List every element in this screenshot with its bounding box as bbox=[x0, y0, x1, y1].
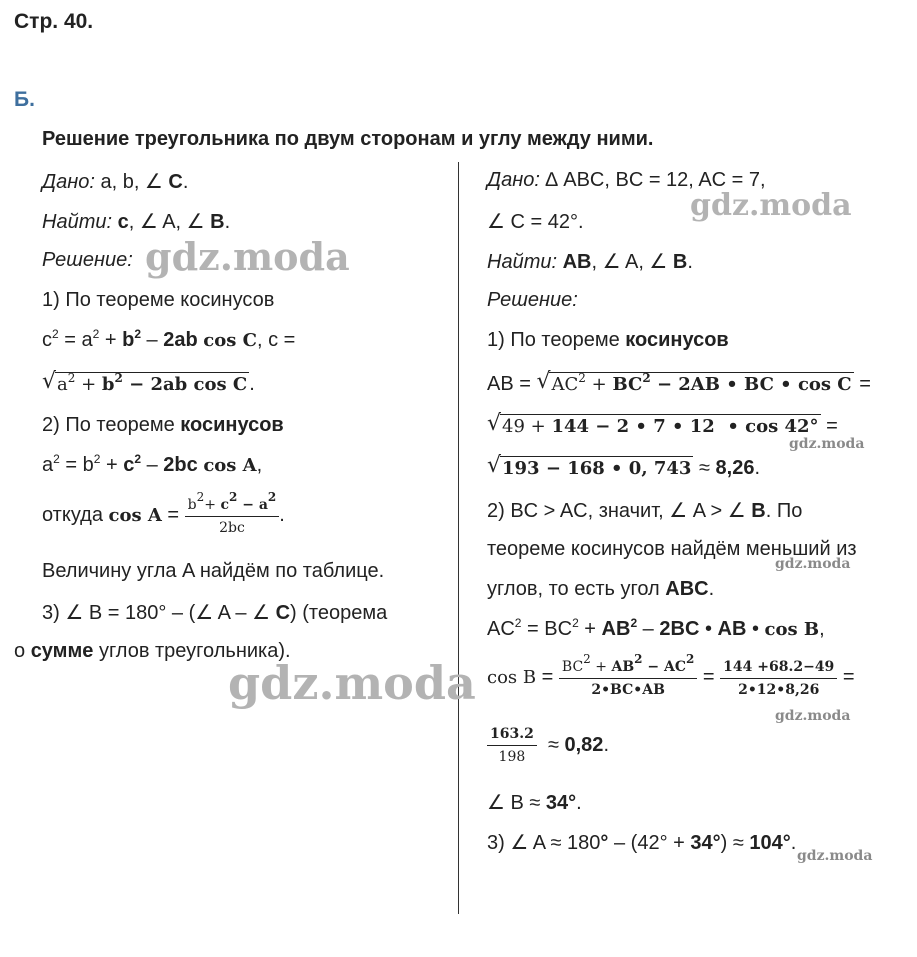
right-angle-b: ∠ B ≈ 34°. bbox=[487, 792, 582, 814]
section-letter: Б. bbox=[14, 88, 35, 111]
right-formula-cos-b: cos B = $\frac{BC^2 + AB^2 - AC^2}{2•BC•AB}$ = $\frac{144 +68.2-49}{2•12•8,26}$ = bbox=[487, 652, 855, 698]
watermark: gdz.moda bbox=[775, 708, 851, 724]
right-formula-ac-squared: $AC^2 = BC^2 + AB^2 - 2BC$ • AB • cos B, bbox=[487, 616, 825, 640]
left-step1: 1) По теореме косинусов bbox=[42, 289, 275, 311]
left-find: Найти: c, ∠ A, ∠ B. bbox=[42, 211, 231, 233]
right-step2-line3: углов, то есть угол ABC. bbox=[487, 578, 715, 600]
right-step2-line2: теореме косинусов найдём меньший из bbox=[487, 538, 857, 560]
right-step3: 3) ∠ A ≈ 180° – (42° + 34°) ≈ 104°. bbox=[487, 832, 797, 854]
watermark: gdz.moda bbox=[228, 656, 476, 710]
right-solution-label: Решение: bbox=[487, 289, 578, 311]
left-step3-cont: о сумме углов треугольника). bbox=[14, 640, 291, 662]
right-step2-line1: 2) BC > AC, значит, ∠ A > ∠ B. По bbox=[487, 500, 803, 522]
left-formula-a-squared: $a^2 = b^2 + c^2 - 2bc$ cos A, bbox=[42, 452, 263, 476]
left-step2: 2) По теореме косинусов bbox=[42, 414, 284, 436]
left-solution-label: Решение: bbox=[42, 249, 133, 271]
left-formula-c-sqrt: √ $a^2 + b^2 - 2ab$ cos C . bbox=[42, 369, 255, 395]
left-step3: 3) ∠ B = 180° – (∠ A – ∠ C) (теорема bbox=[42, 602, 388, 624]
left-formula-c-squared: $c^2 = a^2 + b^2 - 2ab$ cos C, c = bbox=[42, 327, 296, 351]
right-formula-ab-sub: √ 49 + 144 − 2 • 7 • 12 • cos 42° = bbox=[487, 411, 838, 437]
right-given: Дано: ∆ ABC, BC = 12, AC = 7, bbox=[487, 169, 766, 191]
watermark: gdz.moda bbox=[690, 188, 852, 223]
section-title: Решение треугольника по двум сторонам и углу между ними. bbox=[42, 128, 654, 150]
right-formula-ab-result: √ 193 − 168 • 0, 743 ≈ 8,26. bbox=[487, 453, 761, 479]
right-step1: 1) По теореме косинусов bbox=[487, 329, 729, 351]
right-given-angle: ∠ C = 42°. bbox=[487, 211, 584, 233]
column-divider bbox=[458, 162, 459, 914]
right-formula-ab: AB = √ $AC^2 + BC^2 - 2AB$ • BC • cos C = bbox=[487, 369, 871, 395]
watermark: gdz.moda bbox=[145, 234, 350, 279]
right-cos-b-result: $\frac{163.2}{198}$ ≈ 0,82. bbox=[487, 725, 609, 766]
watermark: gdz.moda bbox=[789, 436, 865, 452]
left-given: Дано: a, b, ∠ C. bbox=[42, 171, 189, 193]
watermark: gdz.moda bbox=[775, 556, 851, 572]
right-find: Найти: AB, ∠ A, ∠ B. bbox=[487, 251, 693, 273]
left-table-text: Величину угла A найдём по таблице. bbox=[42, 560, 385, 582]
left-formula-cos-a: откуда cos A = $\frac{b^2+ c^2 - a^2}{2bc}$ . bbox=[42, 490, 285, 536]
page-label: Стр. 40. bbox=[14, 10, 94, 33]
watermark: gdz.moda bbox=[797, 848, 873, 864]
